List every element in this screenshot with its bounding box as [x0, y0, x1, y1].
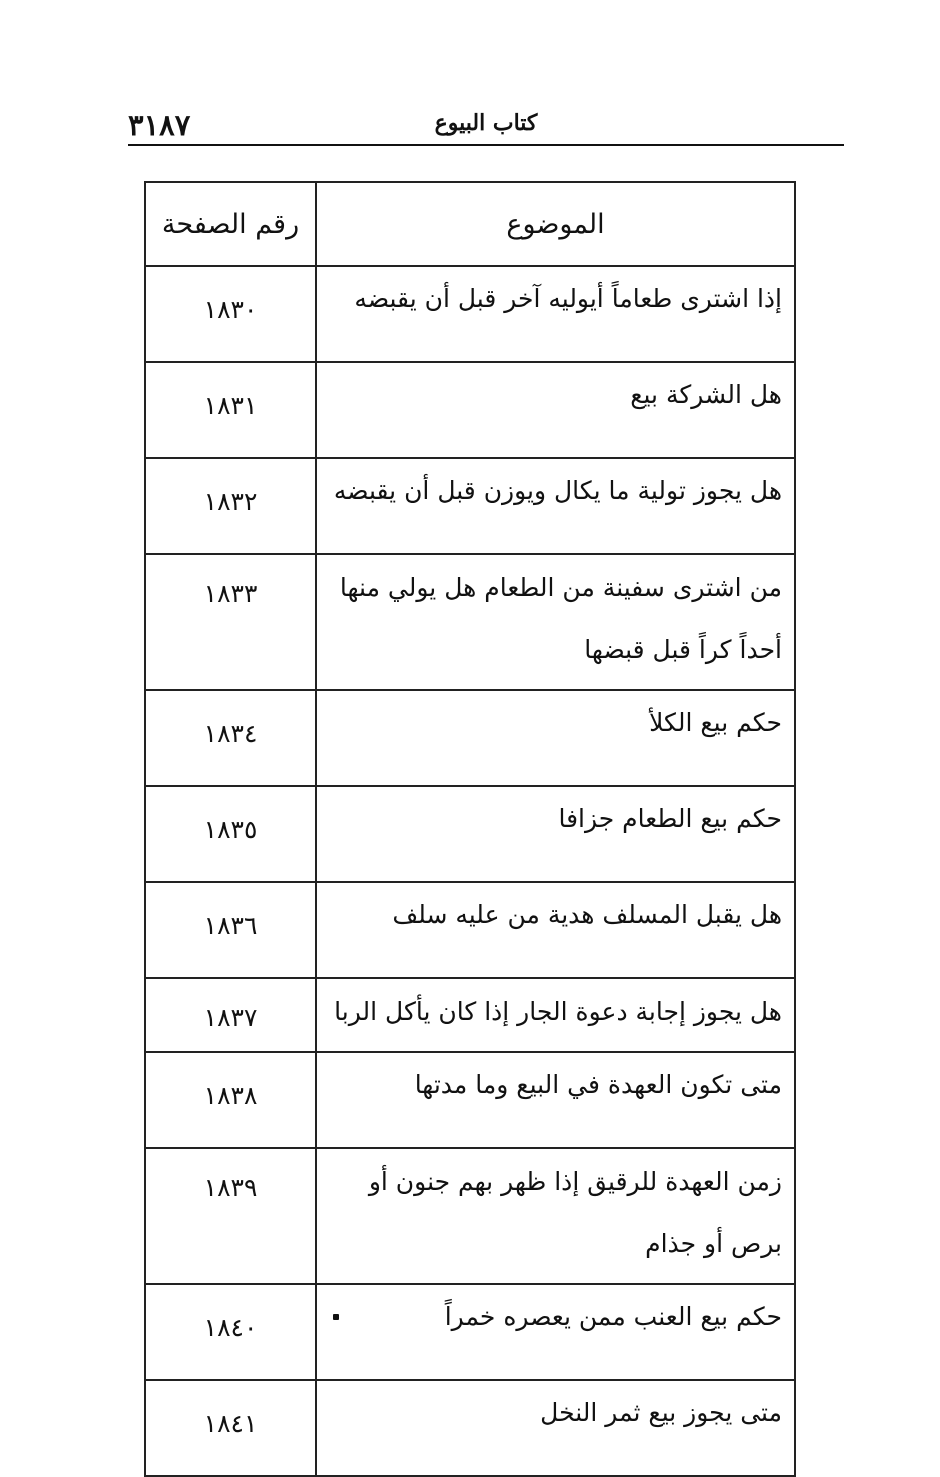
table-row [145, 690, 795, 786]
page-number-cell: ١٨٣١ [145, 362, 316, 458]
footer-mark [333, 1314, 339, 1320]
table-row [145, 554, 795, 690]
topic-cell: هل يجوز تولية ما يكال ويوزن قبل أن يقبضه [316, 458, 795, 554]
topic-cell: حكم بيع الطعام جزافا [316, 786, 795, 882]
table-of-contents [144, 181, 796, 1477]
page-header [128, 104, 844, 146]
topic-cell: هل يقبل المسلف هدية من عليه سلف [316, 882, 795, 978]
page-number-cell: ١٨٣٤ [145, 690, 316, 786]
table-row [145, 1284, 795, 1380]
page-number-cell: ١٨٣٧ [145, 978, 316, 1052]
page-number-cell: ١٨٣٣ [145, 554, 316, 690]
page-number-cell: ١٨٣٢ [145, 458, 316, 554]
page-number: ٣١٨٧ [128, 108, 191, 142]
page-number-cell: ١٨٣٠ [145, 266, 316, 362]
topic-cell: حكم بيع العنب ممن يعصره خمراً [316, 1284, 795, 1380]
topic-cell: حكم بيع الكلأ [316, 690, 795, 786]
page-number-cell: ١٨٣٨ [145, 1052, 316, 1148]
topic-cell: متى تكون العهدة في البيع وما مدتها [316, 1052, 795, 1148]
column-header-page: رقم الصفحة [145, 182, 316, 266]
topic-cell: متى يجوز بيع ثمر النخل [316, 1380, 795, 1476]
page-number-cell: ١٨٤٠ [145, 1284, 316, 1380]
topic-cell: من اشترى سفينة من الطعام هل يولي منها أحداً كراً قبل قبضها [316, 554, 795, 690]
page-number-cell: ١٨٣٦ [145, 882, 316, 978]
topic-cell: زمن العهدة للرقيق إذا ظهر بهم جنون أو برص أو جذام [316, 1148, 795, 1284]
column-header-topic: الموضوع [316, 182, 795, 266]
table-row [145, 266, 795, 362]
table-row [145, 786, 795, 882]
page-number-cell: ١٨٣٩ [145, 1148, 316, 1284]
topic-cell: هل الشركة بيع [316, 362, 795, 458]
topic-cell: إذا اشترى طعاماً أيوليه آخر قبل أن يقبضه [316, 266, 795, 362]
table-row [145, 1052, 795, 1148]
page-number-cell: ١٨٤١ [145, 1380, 316, 1476]
table-row [145, 362, 795, 458]
table-header-row [145, 182, 795, 266]
topic-cell: هل يجوز إجابة دعوة الجار إذا كان يأكل الربا [316, 978, 795, 1052]
table-row [145, 978, 795, 1052]
book-title: كتاب البيوع [434, 110, 538, 136]
table-row [145, 458, 795, 554]
page-number-cell: ١٨٣٥ [145, 786, 316, 882]
table-row [145, 1148, 795, 1284]
table-row [145, 1380, 795, 1476]
table-row [145, 882, 795, 978]
